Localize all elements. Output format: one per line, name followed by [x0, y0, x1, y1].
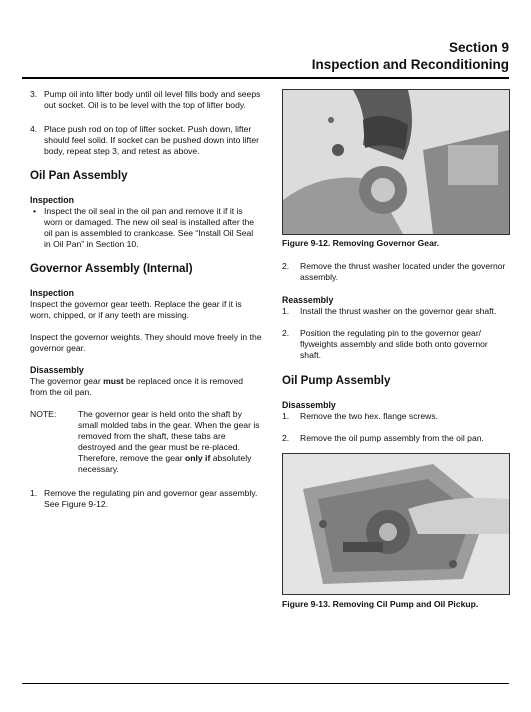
governor-inspection-p1: Inspect the governor gear teeth. Replace the gear if it is worn, chipped, or if any teeth are missing. — [30, 299, 242, 320]
oil-pan-inspection-heading: Inspection — [30, 195, 74, 205]
step-text: Remove the oil pump assembly from the oil pan. — [300, 433, 484, 443]
oil-pump-step-2 — [282, 433, 510, 444]
reassembly-step-1 — [282, 306, 510, 317]
reassembly-step-2 — [282, 328, 510, 361]
text-run: be replaced once it is removed from the oil pan. — [30, 376, 244, 397]
note-text-end: absolutely necessary. — [78, 453, 252, 474]
page-header — [312, 40, 509, 73]
step-number: 2. — [282, 328, 290, 338]
oil-pump-illustration — [283, 454, 509, 594]
step-text: Remove the two hex. flange screws. — [300, 411, 439, 421]
oil-pump-disassembly-heading: Disassembly — [282, 400, 336, 410]
section-number: Section 9 — [448, 40, 509, 55]
note-block — [30, 409, 262, 475]
figure-9-12-photo — [282, 89, 510, 235]
step-text: Remove the thrust washer located under the governor assembly. — [300, 261, 506, 282]
step-number: 1. — [30, 488, 38, 498]
emphasis-only-if: only if — [185, 453, 211, 463]
left-column — [30, 89, 262, 510]
step-number: 2. — [282, 261, 290, 271]
governor-disassembly-text — [30, 376, 262, 398]
step-number: 1. — [282, 306, 290, 316]
step-1 — [30, 488, 262, 510]
note-label: NOTE: — [30, 409, 57, 419]
text-run: The governor gear — [30, 376, 104, 386]
step-text: Place push rod on top of lifter socket. Push down, lifter should feel solid. If socket can be pushed down into lifter body, repeat step 3, and retest as above. — [44, 124, 259, 156]
footer-rule — [22, 683, 509, 684]
step-text: Pump oil into lifter body until oil level fills body and seeps out socket. Oil is to be level with the top of lifter body. — [44, 89, 261, 110]
step-number: 3. — [30, 89, 38, 99]
step-text: Position the regulating pin to the governor gear/ flyweights assembly and slide both onto governor shaft. — [300, 328, 488, 360]
governor-heading: Governor Assembly (Internal) — [30, 262, 193, 275]
figure-9-13-photo — [282, 453, 510, 595]
step-number: 4. — [30, 124, 38, 134]
figure-9-13-caption: Figure 9-13. Removing Cil Pump and Oil Pickup. — [282, 599, 479, 609]
section-title: Inspection and Reconditioning — [311, 57, 509, 72]
governor-inspection-heading: Inspection — [30, 288, 74, 298]
step-2 — [282, 261, 510, 283]
figure-9-12-caption: Figure 9-12. Removing Governor Gear. — [282, 238, 440, 248]
step-4 — [30, 124, 262, 157]
note-text: The governor gear is held onto the shaft by small molded tabs in the gear. When the gear is removed from the shaft, these tabs are destroyed and the gear must be re-placed. Therefore, remove the gear — [78, 409, 260, 463]
right-column — [282, 89, 510, 610]
step-number: 2. — [282, 433, 290, 443]
emphasis-must: must — [103, 376, 124, 386]
oil-pan-heading: Oil Pan Assembly — [30, 169, 128, 182]
step-3 — [30, 89, 262, 111]
oil-pan-bullet — [30, 206, 262, 250]
step-text: Remove the regulating pin and governor gear assembly. See Figure 9-12. — [44, 488, 258, 509]
reassembly-heading: Reassembly — [282, 295, 334, 305]
header-rule — [22, 77, 509, 79]
governor-inspection-p2: Inspect the governor weights. They should move freely in the governor gear. — [30, 332, 262, 353]
oil-pump-heading: Oil Pump Assembly — [282, 374, 391, 387]
bullet-dot: • — [33, 206, 37, 216]
governor-gear-illustration — [283, 90, 509, 234]
oil-pump-step-1 — [282, 411, 510, 422]
governor-disassembly-heading: Disassembly — [30, 365, 84, 375]
bullet-text: Inspect the oil seal in the oil pan and remove it if it is worn or damaged. The new oil seal is installed after the oil pan is assembled to crankcase. See “Install Oil Seal in Oil Pan” in Section 10. — [44, 206, 255, 249]
step-text: Install the thrust washer on the governor gear shaft. — [300, 306, 497, 316]
step-number: 1. — [282, 411, 290, 421]
